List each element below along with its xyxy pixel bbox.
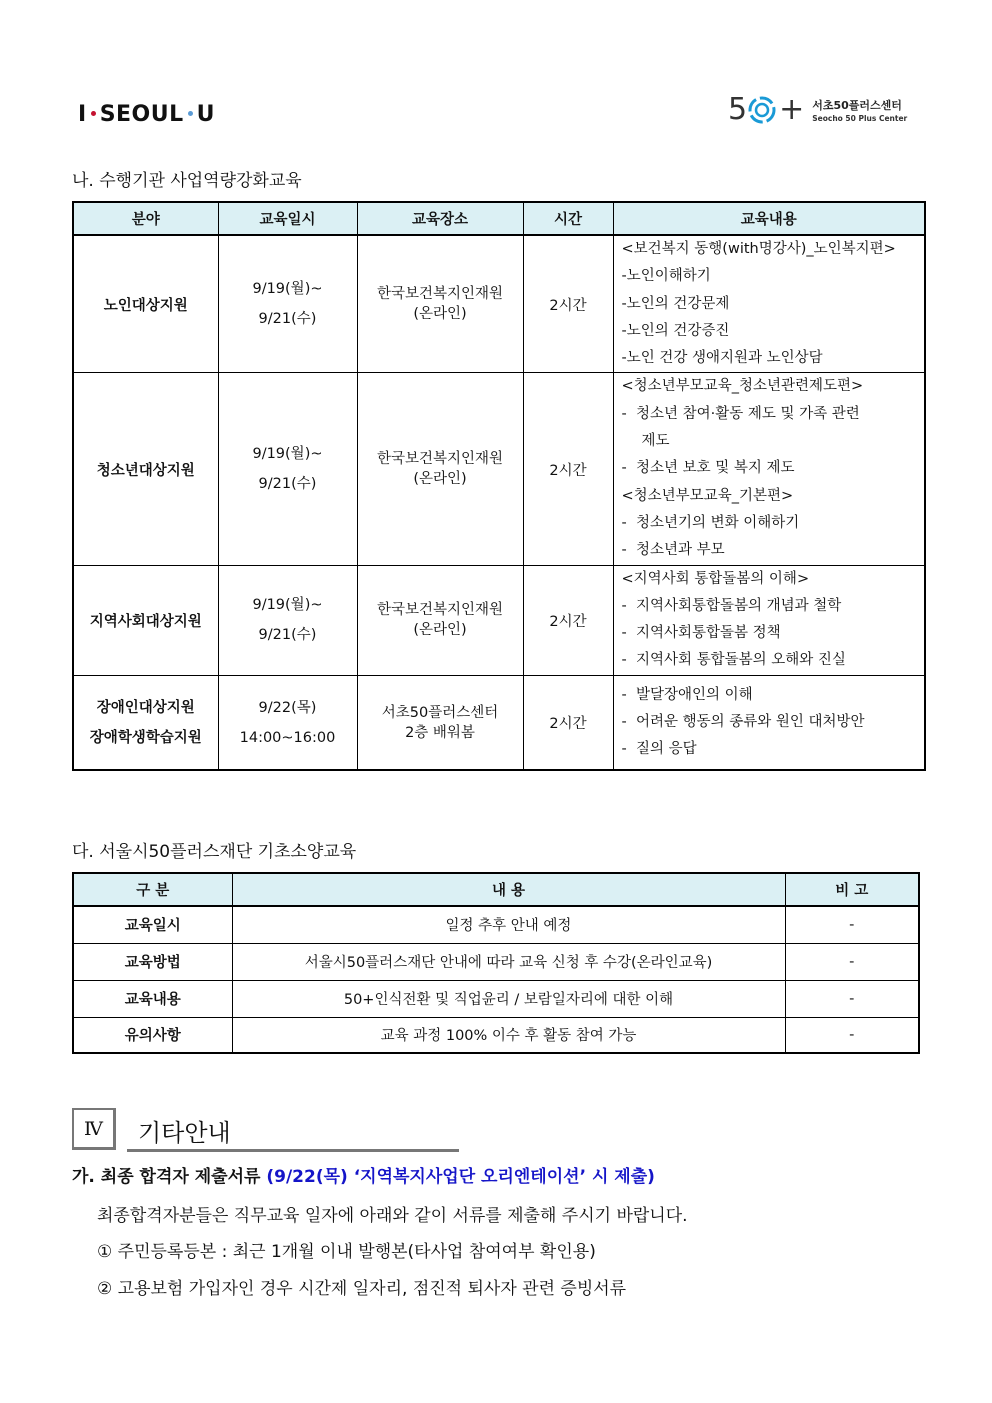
column-header-date: 교육일시	[218, 202, 357, 235]
date-start: 9/19(월)~	[252, 446, 323, 463]
date-end: 9/21(수)	[258, 627, 317, 644]
row-label: 교육내용	[73, 980, 232, 1017]
content-cell	[613, 373, 925, 565]
place-name: 서초50플러스센터	[381, 704, 499, 721]
content-line: - 발달장애인의 이해	[621, 686, 753, 703]
row-label: 유의사항	[73, 1017, 232, 1053]
place-mode: (온라인)	[413, 471, 467, 488]
time-cell: 2시간	[523, 565, 613, 675]
content-line: -노인이해하기	[621, 268, 711, 285]
basic-training-table	[72, 872, 920, 1054]
section-na-title: 나. 수행기관 사업역량강화교육	[72, 171, 302, 191]
content-line: <청소년부모교육_청소년관련제도편>	[621, 378, 864, 395]
place-name: 한국보건복지인재원	[376, 451, 504, 468]
place-mode: (온라인)	[413, 306, 467, 323]
table-header-row	[73, 873, 919, 906]
content-line: - 청소년 보호 및 복지 제도	[621, 460, 795, 477]
date-cell	[218, 675, 357, 770]
center-name-english: Seocho 50 Plus Center	[812, 114, 908, 123]
table-row	[73, 235, 925, 373]
red-dot-icon	[91, 111, 96, 116]
submission-item: ① 주민등록등본 : 최근 1개월 이내 발행본(타사업 참여여부 확인용)	[97, 1242, 596, 1262]
blue-dot-icon	[188, 111, 193, 116]
place-room: 2층 배워봄	[405, 724, 475, 741]
content-line: <지역사회 통합돌봄의 이해>	[621, 570, 810, 587]
table-row	[73, 980, 919, 1017]
place-name: 한국보건복지인재원	[376, 602, 504, 619]
time-cell: 2시간	[523, 373, 613, 565]
content-line: - 질의 응답	[621, 741, 697, 758]
column-header-place: 교육장소	[357, 202, 523, 235]
row-label: 교육일시	[73, 906, 232, 943]
date-cell	[218, 373, 357, 565]
table-row	[73, 373, 925, 565]
content-line: - 지역사회 통합돌봄의 오해와 진실	[621, 652, 846, 669]
field-text: 지역사회대상지원	[89, 613, 202, 630]
logo-text-seoul: SEOUL	[99, 102, 184, 127]
table-row	[73, 1017, 919, 1053]
date-start: 9/19(월)~	[252, 281, 323, 298]
column-header-content: 교육내용	[613, 202, 925, 235]
section-title-underline	[127, 1149, 459, 1152]
submission-docs-heading	[72, 1162, 655, 1187]
logo-text-u: U	[196, 102, 216, 127]
target-ring-icon	[747, 95, 777, 125]
table-row	[73, 906, 919, 943]
row-note: -	[785, 980, 919, 1017]
place-cell	[357, 675, 523, 770]
heading-highlight: (9/22(목) ‘지역복지사업단 오리엔테이션’ 시 제출)	[266, 1167, 655, 1187]
column-header-field: 분야	[73, 202, 218, 235]
table-row	[73, 565, 925, 675]
table-row	[73, 675, 925, 770]
field-cell	[73, 565, 218, 675]
seocho-50-plus-center-logo	[728, 92, 908, 127]
content-cell	[613, 675, 925, 770]
content-line: - 어려운 행동의 종류와 원인 대처방안	[621, 713, 865, 730]
field-cell	[73, 235, 218, 373]
place-mode: (온라인)	[413, 622, 467, 639]
table-row	[73, 943, 919, 980]
section-da-title: 다. 서울시50플러스재단 기초소양교육	[72, 842, 357, 862]
content-line: - 청소년기의 변화 이해하기	[621, 514, 800, 531]
date-start: 9/22(목)	[258, 699, 317, 716]
content-line: 제도	[641, 433, 670, 450]
row-content: 서울시50플러스재단 안내에 따라 교육 신청 후 수강(온라인교육)	[232, 943, 785, 980]
time-cell: 2시간	[523, 235, 613, 373]
place-cell	[357, 373, 523, 565]
content-line: - 지역사회통합돌봄 정책	[621, 625, 781, 642]
section-numeral-box: Ⅳ	[72, 1108, 116, 1150]
column-header-time: 시간	[523, 202, 613, 235]
section-iv-title: 기타안내	[138, 1119, 231, 1147]
field-text: 장애학생학습지원	[89, 729, 202, 746]
content-line: - 청소년 참여·활동 제도 및 가족 관련	[621, 405, 860, 422]
i-seoul-u-logo	[78, 102, 215, 127]
date-end: 9/21(수)	[258, 311, 317, 328]
heading-text: 가. 최종 합격자 제출서류	[72, 1167, 261, 1187]
content-cell	[613, 235, 925, 373]
content-line: - 지역사회통합돌봄의 개념과 철학	[621, 597, 842, 614]
row-label: 교육방법	[73, 943, 232, 980]
content-line: -노인의 건강문제	[621, 295, 730, 312]
date-cell	[218, 235, 357, 373]
time-range: 14:00~16:00	[239, 729, 336, 746]
date-start: 9/19(월)~	[252, 597, 323, 614]
row-content: 일정 추후 안내 예정	[232, 906, 785, 943]
center-name-korean: 서초50플러스센터	[812, 99, 902, 112]
content-line: -노인의 건강증진	[621, 322, 730, 339]
content-line: -노인 건강 생애지원과 노인상담	[621, 350, 823, 367]
content-cell	[613, 565, 925, 675]
logo-text-i: I	[78, 102, 87, 127]
content-line: <보건복지 동행(with명강사)_노인복지편>	[621, 241, 896, 257]
row-note: -	[785, 943, 919, 980]
submission-item: ② 고용보험 가입자인 경우 시간제 일자리, 점진적 퇴사자 관련 증빙서류	[97, 1279, 627, 1299]
logo-plus-sign: +	[779, 92, 805, 127]
row-content: 교육 과정 100% 이수 후 활동 참여 가능	[232, 1017, 785, 1053]
field-cell	[73, 675, 218, 770]
logo-mark-five: 5	[728, 92, 748, 127]
date-cell	[218, 565, 357, 675]
column-header-category: 구 분	[73, 873, 232, 906]
place-cell	[357, 565, 523, 675]
field-text: 장애인대상지원	[96, 699, 195, 716]
column-header-note: 비 고	[785, 873, 919, 906]
content-line: - 청소년과 부모	[621, 542, 725, 559]
place-cell	[357, 235, 523, 373]
place-name: 한국보건복지인재원	[376, 286, 504, 303]
field-text: 청소년대상지원	[96, 462, 195, 479]
capacity-training-table	[72, 201, 926, 771]
content-line: <청소년부모교육_기본편>	[621, 487, 794, 504]
submission-intro: 최종합격자분들은 직무교육 일자에 아래와 같이 서류를 제출해 주시기 바랍니다.	[97, 1206, 688, 1226]
table-header-row	[73, 202, 925, 235]
field-cell	[73, 373, 218, 565]
row-content: 50+인식전환 및 직업윤리 / 보람일자리에 대한 이해	[232, 980, 785, 1017]
row-note: -	[785, 906, 919, 943]
row-note: -	[785, 1017, 919, 1053]
date-end: 9/21(수)	[258, 476, 317, 493]
column-header-content: 내 용	[232, 873, 785, 906]
field-text: 노인대상지원	[103, 297, 188, 314]
time-cell: 2시간	[523, 675, 613, 770]
